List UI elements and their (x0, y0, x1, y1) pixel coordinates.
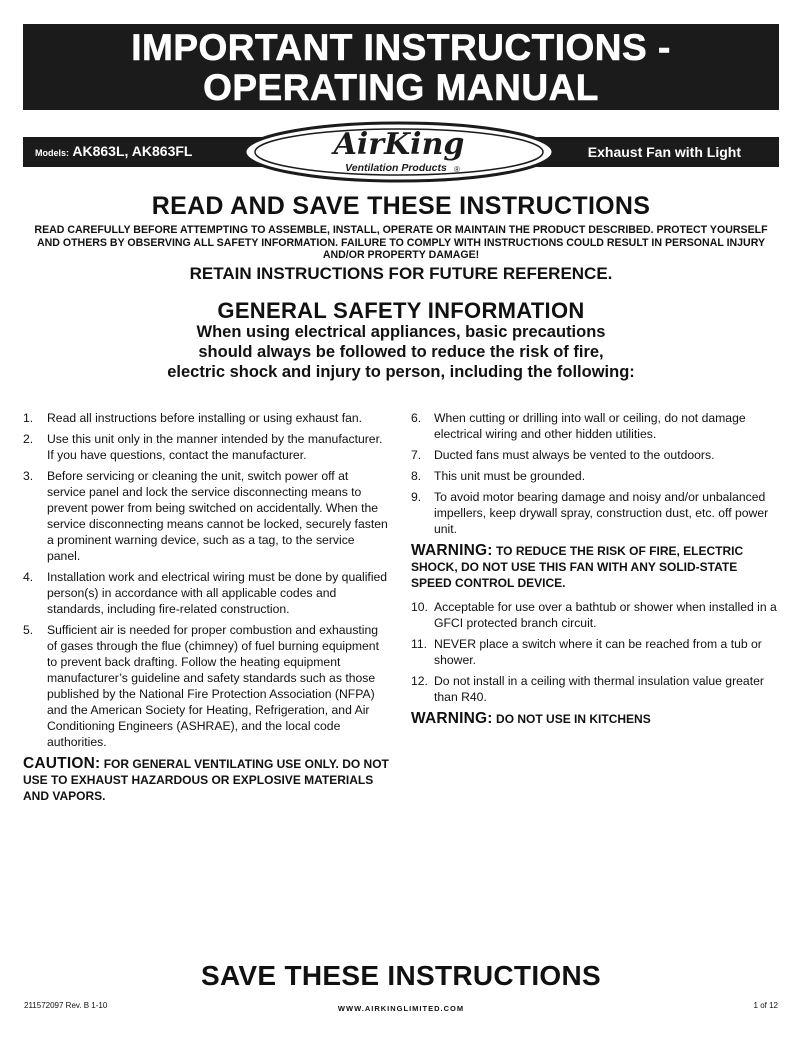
item-number: 10. (411, 600, 428, 614)
item-text: Read all instructions before installing or using exhaust fan. (47, 411, 363, 425)
list-item (23, 622, 389, 750)
retain-instructions: RETAIN INSTRUCTIONS FOR FUTURE REFERENCE. (189, 264, 613, 283)
product-type: Exhaust Fan with Light (587, 144, 741, 160)
logo-registered-mark: ® (454, 165, 460, 174)
left-column (23, 410, 389, 812)
read-carefully-warning: READ CAREFULLY BEFORE ATTEMPTING TO ASSEMBLE, INSTALL, OPERATE OR MAINTAIN THE PRODUCT DESCRIBED. PROTECT YOURSELF AND OTHERS BY OBSERVING ALL SAFETY INFORMATION. FAILURE TO COMPLY WITH INSTRUCTIONS COULD RESULT IN PERSONAL INJURY AND/OR PROPERTY DAMAGE! (34, 224, 768, 261)
website-link[interactable]: WWW.AIRKINGLIMITED.COM (337, 1004, 465, 1013)
read-and-save-heading: READ AND SAVE THESE INSTRUCTIONS (151, 192, 651, 220)
item-text: Installation work and electrical wiring must be done by qualified person(s) in accordance with all applicable codes and standards, including fire-related construction. (47, 570, 388, 616)
caution-notice (23, 756, 389, 804)
warning-keyword: WARNING: (411, 542, 493, 559)
airking-logo (243, 121, 555, 183)
item-text: When cutting or drilling into wall or ceiling, do not damage electrical wiring and other hidden utilities. (434, 411, 746, 441)
warning-keyword: WARNING: (411, 710, 493, 727)
caution-keyword: CAUTION: (23, 755, 101, 772)
save-instructions-footer-heading: SAVE THESE INSTRUCTIONS (201, 960, 601, 991)
general-safety-intro (0, 322, 802, 382)
model-numbers: AK863L, AK863FL (72, 143, 193, 159)
item-number: 1. (23, 411, 34, 425)
general-safety-intro-line: When using electrical appliances, basic precautions (196, 323, 606, 341)
item-number: 11. (411, 637, 428, 651)
item-text: NEVER place a switch where it can be reached from a tub or shower. (434, 637, 762, 667)
list-item (23, 569, 389, 617)
item-number: 6. (411, 411, 422, 425)
item-text: Do not install in a ceiling with thermal insulation value greater than R40. (434, 674, 764, 704)
list-item (23, 410, 389, 426)
warning-text: DO NOT USE IN KITCHENS (496, 712, 651, 726)
item-number: 4. (23, 570, 34, 584)
general-safety-heading: GENERAL SAFETY INFORMATION (217, 298, 585, 323)
document-title-line-1: IMPORTANT INSTRUCTIONS - (131, 27, 671, 68)
item-text: To avoid motor bearing damage and noisy and/or unbalanced impellers, keep drywall spray, construction dust, etc. off power unit. (434, 490, 769, 536)
document-number: 211572097 Rev. B 1-10 (24, 1001, 108, 1010)
item-text: Use this unit only in the manner intended by the manufacturer. If you have questions, contact the manufacturer. (47, 432, 383, 462)
warning-notice-solid-state (411, 543, 780, 591)
item-text: Ducted fans must always be vented to the outdoors. (434, 448, 715, 462)
models-info (35, 143, 192, 159)
item-number: 8. (411, 469, 422, 483)
page-number: 1 of 12 (753, 1001, 778, 1010)
caution-text: FOR GENERAL VENTILATING USE ONLY. DO NOT USE TO EXHAUST HAZARDOUS OR EXPLOSIVE MATERIALS AND VAPORS. (23, 757, 389, 803)
list-item (411, 489, 780, 537)
list-item (411, 468, 780, 484)
list-item (23, 468, 389, 564)
list-item (411, 447, 780, 463)
list-item (23, 431, 389, 463)
right-column (411, 410, 780, 735)
list-item (411, 410, 780, 442)
warning-text: TO REDUCE THE RISK OF FIRE, ELECTRIC SHOCK, DO NOT USE THIS FAN WITH ANY SOLID-STATE SPEED CONTROL DEVICE. (411, 544, 744, 590)
item-number: 9. (411, 490, 422, 504)
item-number: 2. (23, 432, 34, 446)
warning-notice-kitchens (411, 711, 780, 727)
item-number: 7. (411, 448, 422, 462)
item-number: 3. (23, 469, 34, 483)
general-safety-intro-line: should always be followed to reduce the risk of fire, (198, 343, 604, 361)
item-number: 5. (23, 623, 34, 637)
list-item (411, 599, 780, 631)
general-safety-intro-line: electric shock and injury to person, including the following: (167, 363, 635, 381)
item-text: This unit must be grounded. (434, 469, 586, 483)
item-text: Acceptable for use over a bathtub or shower when installed in a GFCI protected branch circuit. (434, 600, 777, 630)
list-item (411, 636, 780, 668)
list-item (411, 673, 780, 705)
models-label: Models: (35, 148, 70, 158)
document-title-line-2: OPERATING MANUAL (203, 67, 599, 108)
item-text: Sufficient air is needed for proper combustion and exhausting of gases through the flue (chimney) of fuel burning equipment to prevent back drafting. Follow the heating equipment manufacturer’s guideline and safety standards such as those published by the National Fire Protection Association (NFPA) and the American Society for Heating, Refrigeration, and Air Conditioning Engineers (ASHRAE), and the local code authorities. (47, 623, 379, 749)
title-banner (23, 24, 779, 110)
item-text: Before servicing or cleaning the unit, switch power off at service panel and lock the service disconnecting means to prevent power from being switched on accidentally. When the service disconnecting means cannot be locked, securely fasten a prominent warning device, such as a tag, to the service panel. (47, 469, 388, 563)
logo-tagline: Ventilation Products (345, 162, 447, 174)
logo-brand: AirKing (333, 127, 465, 162)
item-number: 12. (411, 674, 428, 688)
